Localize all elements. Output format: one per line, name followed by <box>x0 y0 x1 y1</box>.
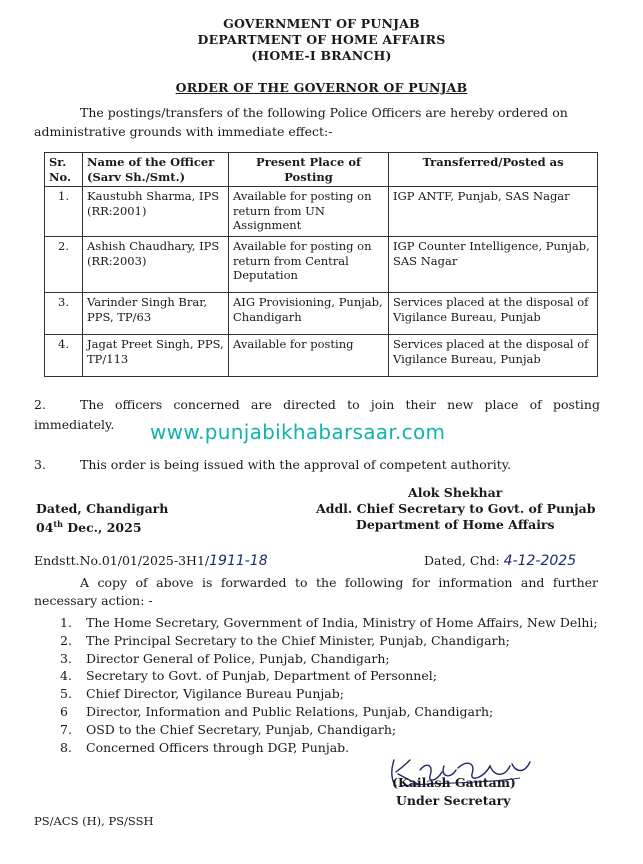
signatory-designation: Addl. Chief Secretary to Govt. of Punjab <box>316 501 596 516</box>
cell-present: Available for posting on return from Central Deputation <box>229 237 389 293</box>
list-item: 2. The Principal Secretary to the Chief Minister, Punjab, Chandigarh; <box>60 632 510 648</box>
cell-transferred: Services placed at the disposal of Vigilance Bureau, Punjab <box>389 335 598 377</box>
cell-present: AIG Provisioning, Punjab, Chandigarh <box>229 293 389 335</box>
list-item: 8. Concerned Officers through DGP, Punjab. <box>60 739 350 755</box>
cell-present: Available for posting <box>229 335 389 377</box>
order-title: ORDER OF THE GOVERNOR OF PUNJAB <box>175 80 468 95</box>
cell-present: Available for posting on return from UN Assignment <box>229 187 389 237</box>
cell-transferred: IGP ANTF, Punjab, SAS Nagar <box>389 187 598 237</box>
copy-line-2: necessary action: - <box>34 593 153 608</box>
list-item: 1. The Home Secretary, Government of India, Ministry of Home Affairs, New Delhi; <box>60 615 598 630</box>
dated-date <box>36 516 142 536</box>
table-row <box>45 293 598 335</box>
header-branch: (HOME-I BRANCH) <box>251 48 392 63</box>
header-department: DEPARTMENT OF HOME AFFAIRS <box>197 32 446 47</box>
list-item: 3. Director General of Police, Punjab, Chandigarh; <box>60 650 390 666</box>
endorsement-dated <box>424 552 576 570</box>
endorsement-dated-label: Dated, Chd: <box>424 553 500 568</box>
cell-sr: 4. <box>45 335 83 377</box>
dated-place: Dated, Chandigarh <box>36 501 169 516</box>
para2-line-1: The officers concerned are directed to join their new place of posting <box>80 397 600 412</box>
signatory-name: Alok Shekhar <box>408 485 503 500</box>
list-item: 6 Director, Information and Public Relations, Punjab, Chandigarh; <box>60 703 494 719</box>
endorsement-prefix: Endstt.No.01/01/2025-3H1/ <box>34 553 210 568</box>
col-header-present: Present Place of Posting <box>229 153 389 187</box>
signatory-department: Department of Home Affairs <box>356 517 555 532</box>
cell-name: Kaustubh Sharma, IPS (RR:2001) <box>83 187 229 237</box>
table-row <box>45 335 598 377</box>
date-suffix: th <box>53 519 63 529</box>
cell-transferred: IGP Counter Intelligence, Punjab, SAS Nagar <box>389 237 598 293</box>
endorsement-handwritten-date: 4-12-2025 <box>503 553 577 569</box>
para3-number: 3. <box>34 457 46 472</box>
cell-name: Ashish Chaudhary, IPS (RR:2003) <box>83 237 229 293</box>
website-watermark: www.punjabikhabarsaar.com <box>150 420 446 444</box>
cell-sr: 3. <box>45 293 83 335</box>
endorsement-number <box>34 552 268 570</box>
table-header-row <box>45 153 598 187</box>
col-header-transferred: Transferred/Posted as <box>389 153 598 187</box>
footer-ps: PS/ACS (H), PS/SSH <box>34 814 154 828</box>
table-row <box>45 237 598 293</box>
postings-table <box>44 152 598 377</box>
para2-number: 2. <box>34 397 46 412</box>
table-row <box>45 187 598 237</box>
copy-line-1: A copy of above is forwarded to the following for information and further <box>80 575 598 590</box>
date-month-year: Dec., 2025 <box>62 520 142 536</box>
col-header-name: Name of the Officer (Sarv Sh./Smt.) <box>83 153 229 187</box>
para2-line-2: immediately. <box>34 417 115 432</box>
para3-text: This order is being issued with the approval of competent authority. <box>80 457 512 472</box>
list-item: 4. Secretary to Govt. of Punjab, Department of Personnel; <box>60 668 437 684</box>
recipients-list <box>60 614 598 756</box>
under-secretary-name: (Kailash Gautam) <box>392 775 516 790</box>
under-secretary-designation: Under Secretary <box>396 793 511 808</box>
date-day: 04 <box>36 520 54 536</box>
intro-line-1: The postings/transfers of the following Police Officers are hereby ordered on <box>80 105 568 120</box>
col-header-sr: Sr. No. <box>45 153 83 187</box>
list-item: 5. Chief Director, Vigilance Bureau Punjab; <box>60 686 344 702</box>
cell-sr: 2. <box>45 237 83 293</box>
list-item: 7. OSD to the Chief Secretary, Punjab, Chandigarh; <box>60 721 397 737</box>
cell-name: Varinder Singh Brar, PPS, TP/63 <box>83 293 229 335</box>
cell-name: Jagat Preet Singh, PPS, TP/113 <box>83 335 229 377</box>
cell-transferred: Services placed at the disposal of Vigilance Bureau, Punjab <box>389 293 598 335</box>
endorsement-handwritten-number: 1911-18 <box>209 553 268 569</box>
intro-line-2: administrative grounds with immediate effect:- <box>34 124 333 139</box>
header-government: GOVERNMENT OF PUNJAB <box>223 16 420 31</box>
cell-sr: 1. <box>45 187 83 237</box>
